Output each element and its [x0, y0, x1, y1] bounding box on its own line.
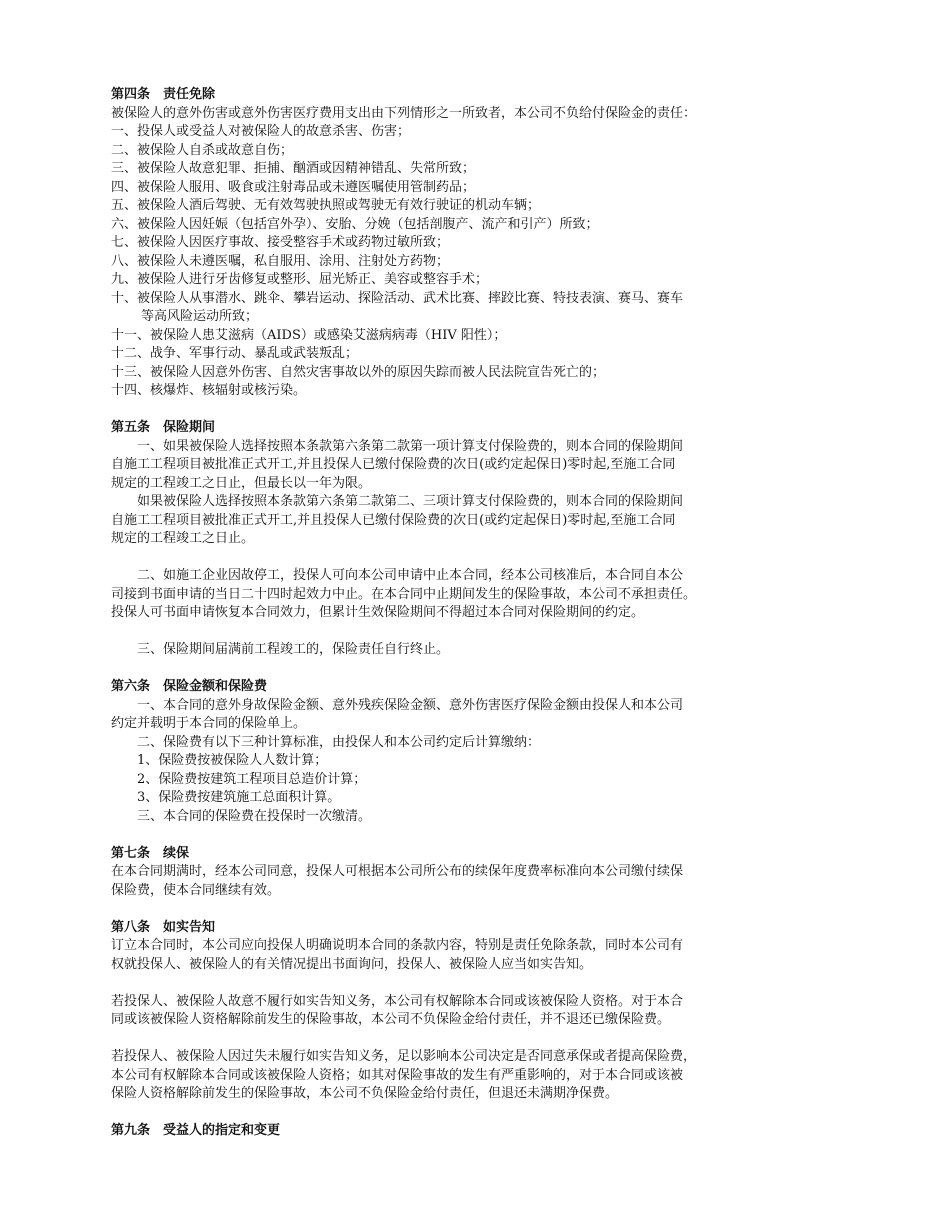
paragraph-line: 保险费，使本合同继续有效。 — [111, 882, 281, 898]
paragraph-line: 如果被保险人选择按照本条款第六条第二款第二、三项计算支付保险费的，则本合同的保险期间 — [137, 494, 684, 509]
paragraph-line: 一、本合同的意外身故保险金额、意外残疾保险金额、意外伤害医疗保险金额由投保人和本公司 — [137, 697, 684, 713]
article-8-heading: 第八条 如实告知 — [111, 919, 216, 935]
list-item: 七、被保险人因医疗事故、接受整容手术或药物过敏所致； — [111, 235, 450, 250]
list-item: 3、保险费按建筑施工总面积计算。 — [137, 790, 341, 805]
article-4-intro: 被保险人的意外伤害或意外伤害医疗费用支出由下列情形之一所致者，本公司不负给付保险金的责任： — [111, 105, 697, 121]
list-item-continuation: 等高风险运动所致； — [141, 309, 259, 324]
list-item: 十二、战争、军事行动、暴乱或武装叛乱； — [111, 346, 359, 361]
list-item: 1、保险费按被保险人人数计算； — [137, 753, 328, 768]
article-7-heading: 第七条 续保 — [111, 845, 190, 861]
paragraph-line: 一、如果被保险人选择按照本条款第六条第二款第一项计算支付保险费的，则本合同的保险期间 — [137, 438, 684, 454]
article-9-heading: 第九条 受益人的指定和变更 — [111, 1123, 281, 1138]
paragraph-line: 投保人可书面申请恢复本合同效力，但累计生效保险期间不得超过本合同对保险期间的约定。 — [111, 605, 645, 620]
list-item: 十、被保险人从事潜水、跳伞、攀岩运动、探险活动、武术比赛、摔跤比赛、特技表演、赛马、赛车 — [111, 290, 684, 306]
article-4-heading: 第四条 责任免除 — [111, 87, 216, 102]
paragraph-line: 权就投保人、被保险人的有关情况提出书面询问，投保人、被保险人应当如实告知。 — [111, 956, 593, 972]
paragraph-line: 本公司有权解除本合同或该被保险人资格；如其对保险事故的发生有严重影响的，对于本合同或该被 — [111, 1067, 684, 1083]
paragraph-line: 同或该被保险人资格解除前发生的保险事故，本公司不负保险金给付责任，并不退还已缴保险费。 — [111, 1012, 671, 1027]
document-page — [111, 86, 841, 1141]
paragraph-line: 自施工工程项目被批准正式开工,并且投保人已缴付保险费的次日(或约定起保日)零时起,至施工合同 — [111, 457, 676, 472]
list-item: 九、被保险人进行牙齿修复或整形、屈光矫正、美容或整容手术； — [111, 272, 489, 287]
paragraph-line: 在本合同期满时，经本公司同意，投保人可根据本公司所公布的续保年度费率标准向本公司缴付续保 — [111, 864, 684, 879]
list-item: 十三、被保险人因意外伤害、自然灾害事故以外的原因失踪而被人民法院宣告死亡的； — [111, 364, 606, 380]
list-item: 八、被保险人未遵医嘱，私自服用、涂用、注射处方药物； — [111, 253, 450, 269]
article-6-heading: 第六条 保险金额和保险费 — [111, 679, 268, 694]
paragraph-line: 二、保险费有以下三种计算标准，由投保人和本公司约定后计算缴纳： — [137, 734, 541, 750]
paragraph-line: 司接到书面申请的当日二十四时起效力中止。在本合同中止期间发生的保险事故，本公司不承担责任。 — [111, 586, 697, 602]
list-item: 二、被保险人自杀或故意自伤； — [111, 142, 294, 158]
list-item: 十四、核爆炸、核辐射或核污染。 — [111, 383, 307, 398]
list-item: 十一、被保险人患艾滋病（AIDS）或感染艾滋病病毒（HIV 阳性）； — [111, 327, 507, 343]
paragraph-line: 保险人资格解除前发生的保险事故，本公司不负保险金给付责任，但退还未满期净保费。 — [111, 1086, 619, 1101]
paragraph-line: 三、保险期间届满前工程竣工的，保险责任自行终止。 — [137, 642, 450, 657]
paragraph-line: 二、如施工企业因故停工，投保人可向本公司申请中止本合同，经本公司核准后，本合同自本公 — [137, 568, 684, 583]
list-item: 四、被保险人服用、吸食或注射毒品或未遵医嘱使用管制药品； — [111, 179, 476, 195]
list-item: 六、被保险人因妊娠（包括宫外孕）、安胎、分娩（包括剖腹产、流产和引产）所致； — [111, 216, 599, 232]
paragraph-line: 若投保人、被保险人故意不履行如实告知义务，本公司有权解除本合同或该被保险人资格。对于本合 — [111, 993, 684, 1009]
paragraph-line: 若投保人、被保险人因过失未履行如实告知义务，足以影响本公司决定是否同意承保或者提高保险费， — [111, 1049, 697, 1064]
list-item: 2、保险费按建筑工程项目总造价计算； — [137, 771, 367, 787]
paragraph-line: 订立本合同时，本公司应向投保人明确说明本合同的条款内容，特别是责任免除条款，同时本公司有 — [111, 938, 684, 953]
paragraph-line: 规定的工程竣工之日止，但最长以一年为限。 — [111, 475, 372, 491]
list-item: 一、投保人或受益人对被保险人的故意杀害、伤害； — [111, 124, 411, 139]
paragraph-line: 三、本合同的保险费在投保时一次缴清。 — [137, 808, 372, 824]
article-5-heading: 第五条 保险期间 — [111, 420, 216, 435]
list-item: 三、被保险人故意犯罪、拒捕、酗酒或因精神错乱、失常所致； — [111, 161, 476, 176]
paragraph-line: 约定并载明于本合同的保险单上。 — [111, 716, 307, 731]
paragraph-line: 规定的工程竣工之日止。 — [111, 531, 255, 546]
paragraph-line: 自施工工程项目被批准正式开工,并且投保人已缴付保险费的次日(或约定起保日)零时起,至施工合同 — [111, 512, 676, 528]
list-item: 五、被保险人酒后驾驶、无有效驾驶执照或驾驶无有效行驶证的机动车辆； — [111, 198, 541, 213]
